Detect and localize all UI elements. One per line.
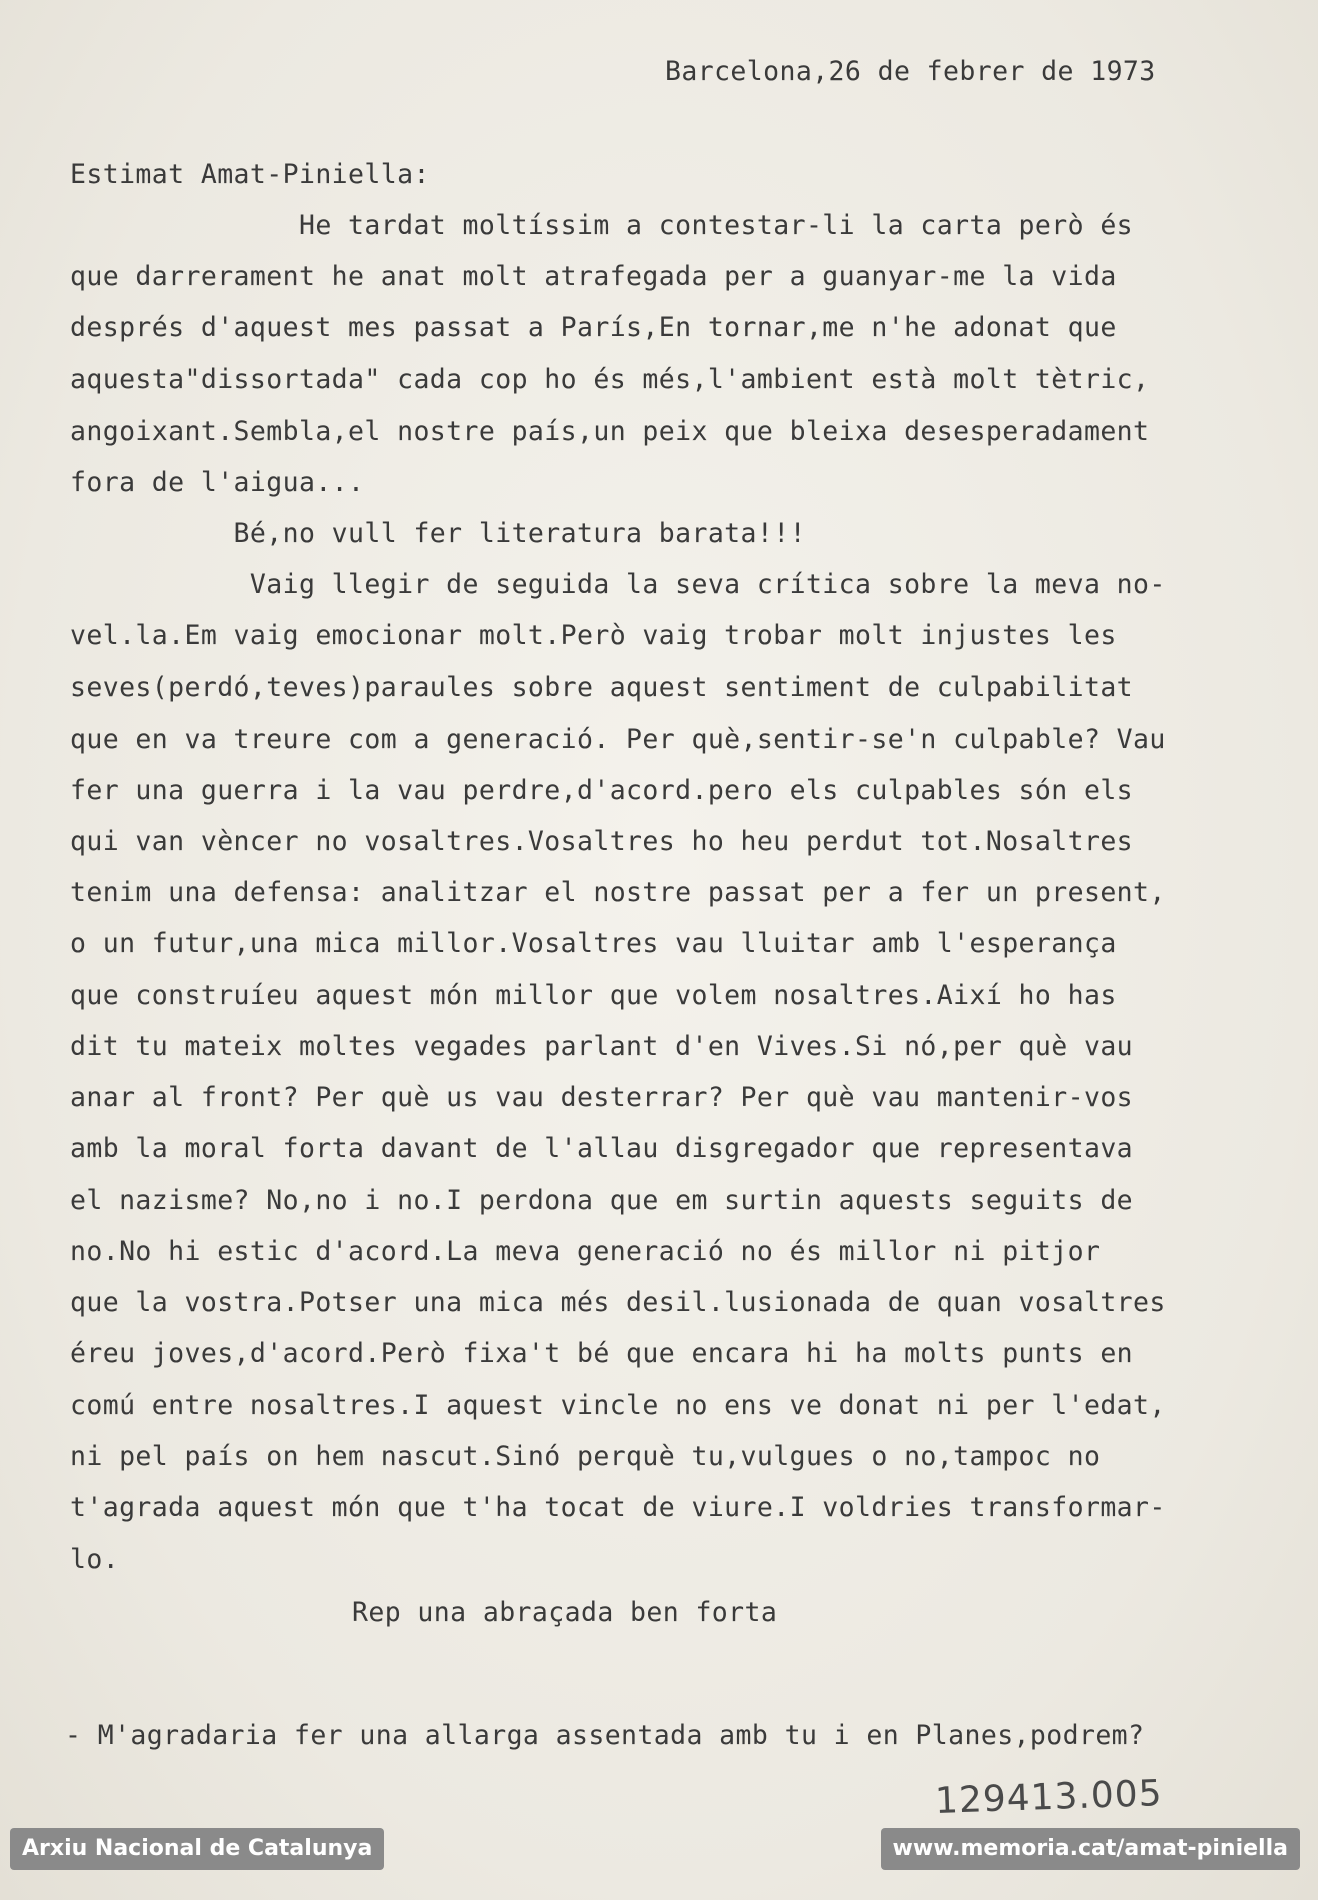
body-line: no.No hi estic d'acord.La meva generació no és millor ni pitjor [70,1236,1101,1267]
body-line: que darrerament he anat molt atrafegada per a guanyar-me la vida [70,261,1117,292]
body-line: qui van vèncer no vosaltres.Vosaltres ho heu perdut tot.Nosaltres [70,826,1134,857]
body-line: anar al front? Per què us vau desterrar? Per què vau mantenir-vos [70,1082,1134,1113]
body-line: que construíeu aquest món millor que volem nosaltres.Així ho has [70,980,1117,1011]
letter-postscript: - M'agradaria fer una allarga assentada amb tu i en Planes,podrem? [65,1720,1145,1751]
body-line: el nazisme? No,no i no.I perdona que em surtin aquests seguits de [70,1185,1134,1216]
body-line: després d'aquest mes passat a París,En tornar,me n'he adonat que [70,312,1117,343]
body-line: que en va treure com a generació. Per què,sentir-se'n culpable? Vau [70,724,1166,755]
archive-label: Arxiu Nacional de Catalunya [10,1828,384,1870]
body-line: fer una guerra i la vau perdre,d'acord.pero els culpables són els [70,775,1134,806]
body-line: éreu joves,d'acord.Però fixa't bé que encara hi ha molts punts en [70,1338,1134,1369]
body-line: que la vostra.Potser una mica més desil.lusionada de quan vosaltres [70,1287,1166,1318]
body-line: He tardat moltíssim a contestar-li la carta però és [70,210,1134,241]
body-line: angoixant.Sembla,el nostre país,un peix que bleixa desesperadament [70,416,1150,447]
body-line: amb la moral forta davant de l'allau disgregador que representava [70,1133,1134,1164]
body-line: Bé,no vull fer literatura barata!!! [70,518,806,549]
body-line: tenim una defensa: analitzar el nostre passat per a fer un present, [70,877,1166,908]
body-line: comú entre nosaltres.I aquest vincle no ens ve donat ni per l'edat, [70,1390,1166,1421]
body-line: fora de l'aigua... [70,467,365,498]
body-line: ni pel país on hem nascut.Sinó perquè tu,vulgues o no,tampoc no [70,1441,1101,1472]
letter-date: Barcelona,26 de febrer de 1973 [665,56,1156,87]
body-line: o un futur,una mica millor.Vosaltres vau lluitar amb l'esperança [70,928,1117,959]
website-link[interactable]: www.memoria.cat/amat-piniella [881,1828,1300,1870]
letter-closing: Rep una abraçada ben forta [352,1597,778,1628]
body-line: aquesta"dissortada" cada cop ho és més,l'ambient està molt tètric, [70,364,1150,395]
letter-salutation: Estimat Amat-Piniella: [70,159,430,190]
body-line: seves(perdó,teves)paraules sobre aquest sentiment de culpabilitat [70,672,1134,703]
body-line: dit tu mateix moltes vegades parlant d'en Vives.Si nó,per què vau [70,1031,1134,1062]
body-line: t'agrada aquest món que t'ha tocat de viure.I voldries transformar- [70,1492,1166,1523]
body-line: lo. [70,1544,120,1575]
archive-reference-number: 129413.005 [934,1773,1164,1822]
body-line: Vaig llegir de seguida la seva crítica sobre la meva no- [70,569,1166,600]
body-line: vel.la.Em vaig emocionar molt.Però vaig trobar molt injustes les [70,620,1117,651]
